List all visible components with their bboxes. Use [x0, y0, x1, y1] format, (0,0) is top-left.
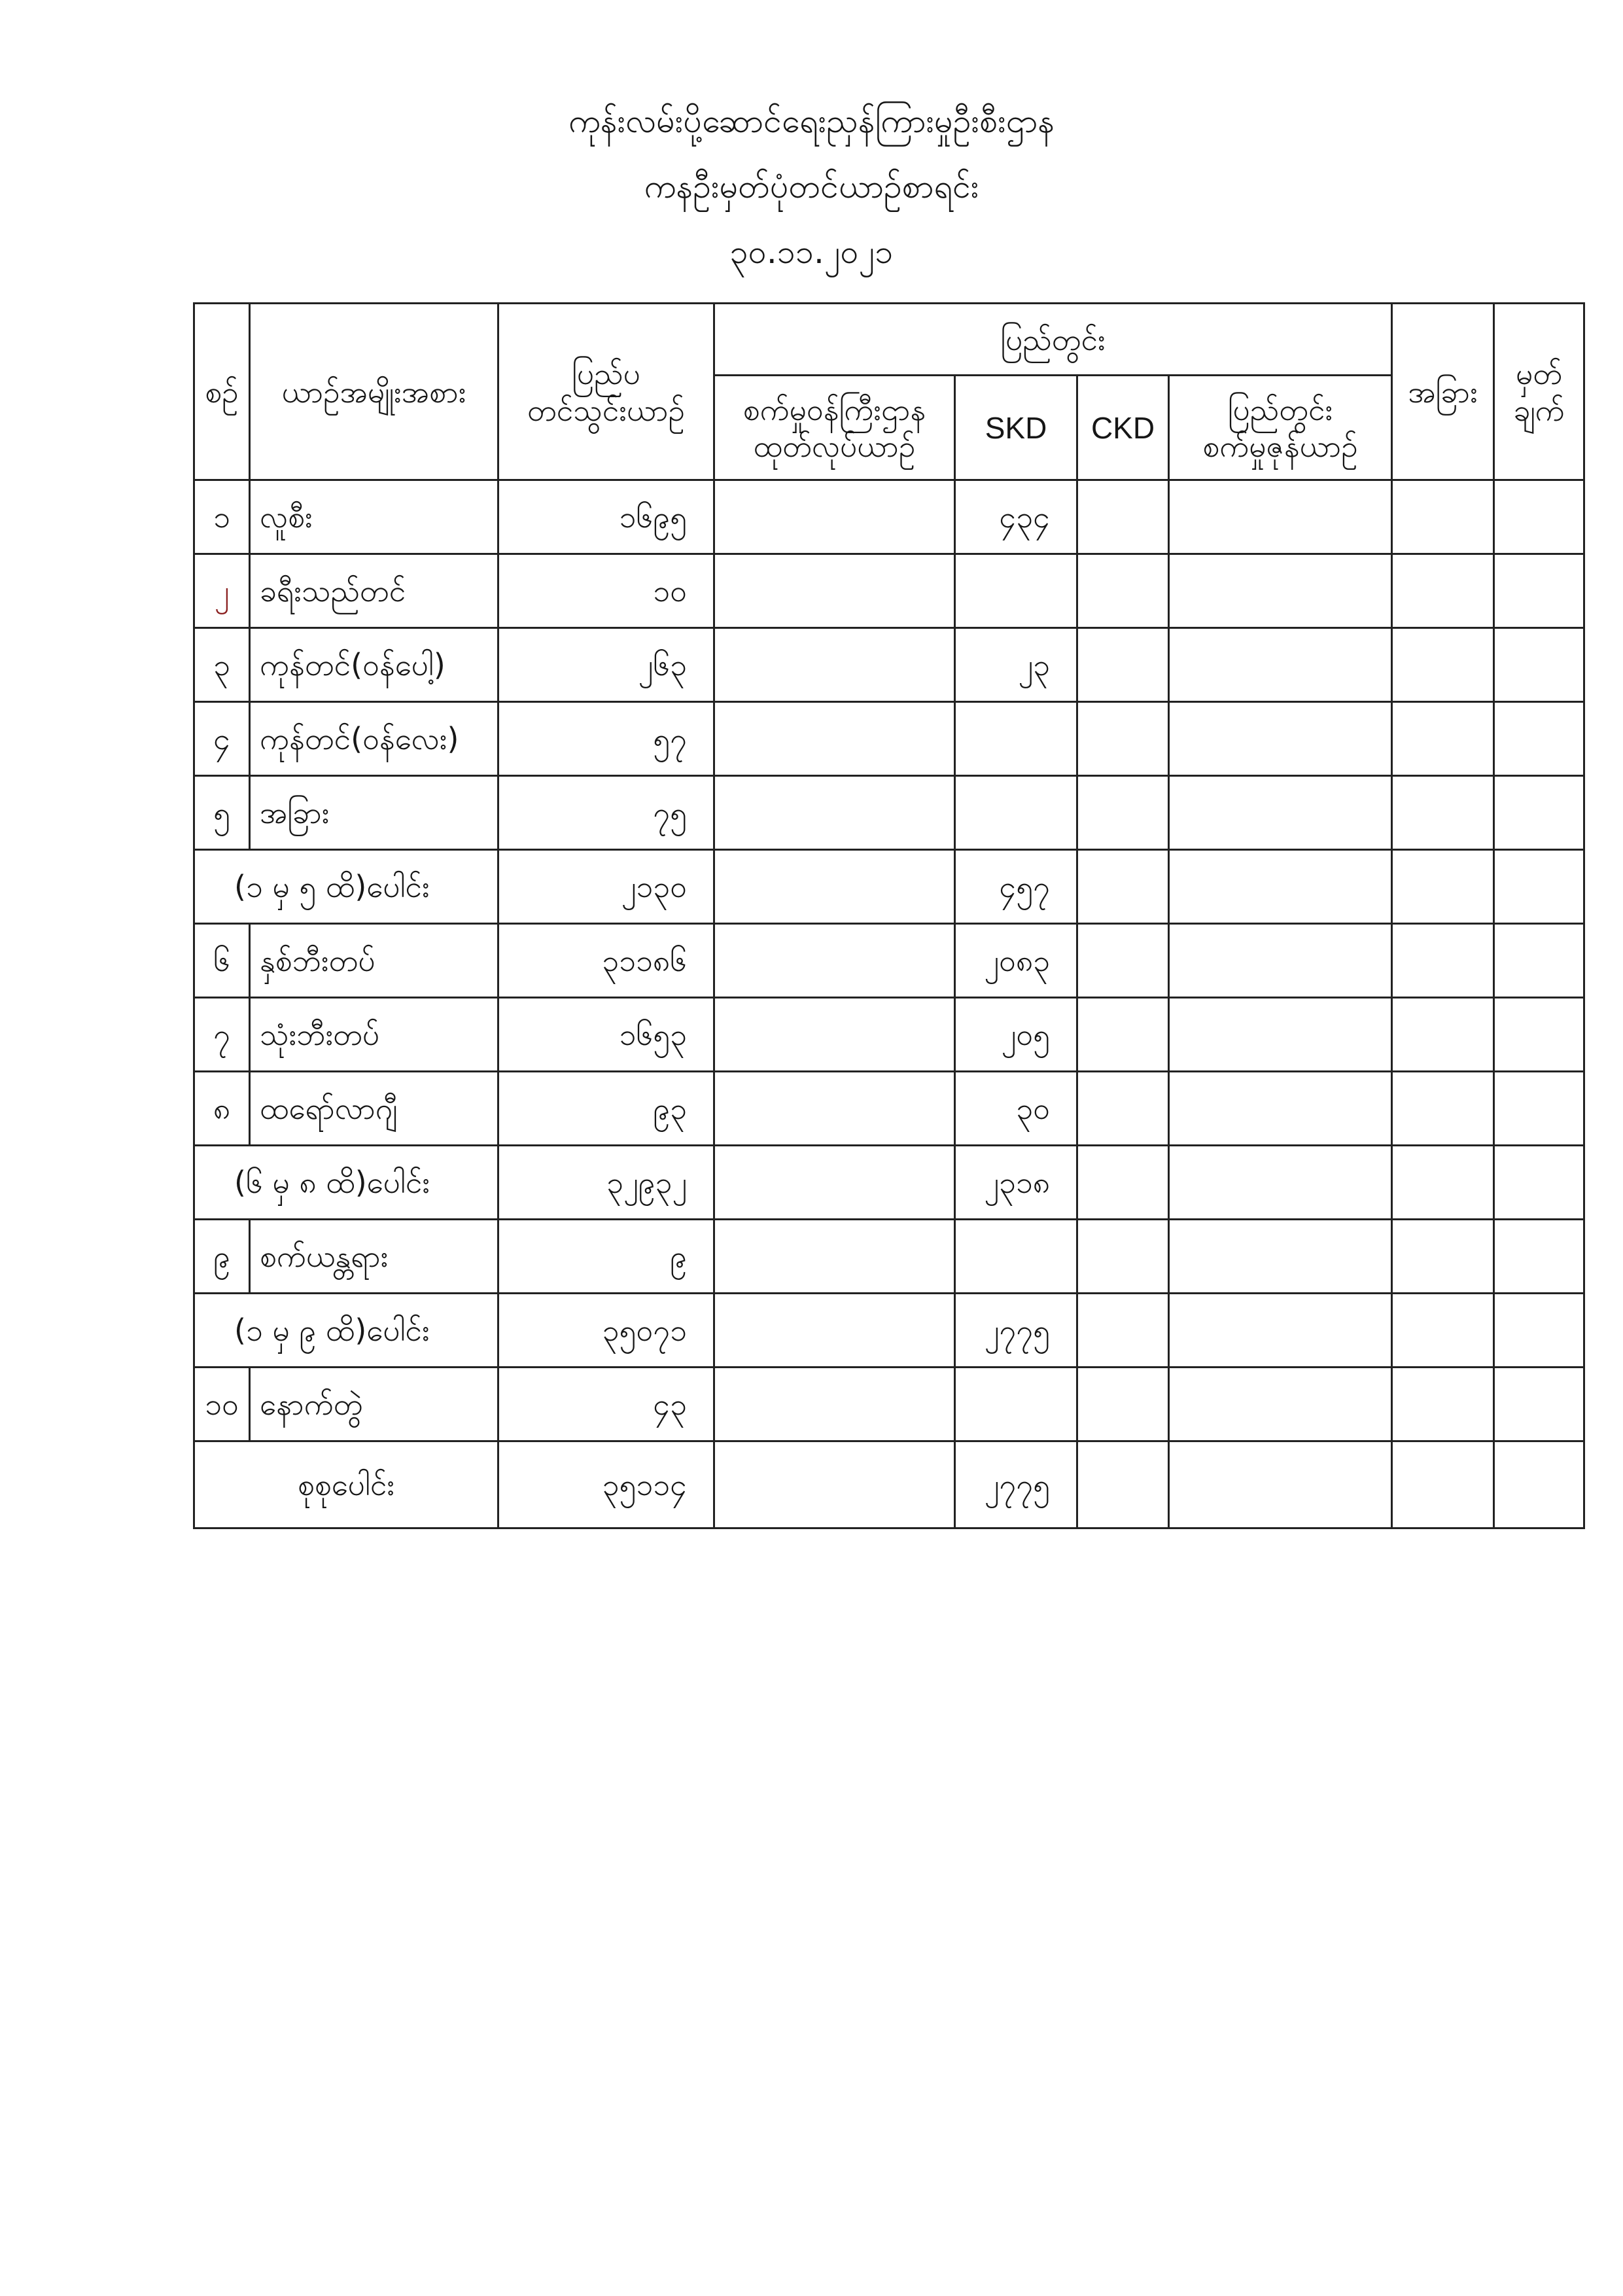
- row-number: ၁၀: [194, 1368, 250, 1441]
- row-number: ၁: [194, 480, 250, 554]
- factory-cell: [714, 924, 955, 998]
- remark-cell: [1494, 480, 1584, 554]
- ckd-cell: [1077, 1294, 1169, 1368]
- ckd-cell: [1077, 1220, 1169, 1294]
- table-row: [194, 1072, 1584, 1146]
- local-assembly-cell: [1169, 628, 1392, 702]
- total-other-cell: [1392, 1441, 1494, 1528]
- remark-cell: [1494, 1146, 1584, 1220]
- local-assembly-cell: [1169, 1072, 1392, 1146]
- col-header-no: စဉ်: [194, 304, 250, 480]
- imported-cell: ၃၁၁၈၆: [498, 924, 714, 998]
- table-row: [194, 1368, 1584, 1441]
- remark-cell: [1494, 702, 1584, 776]
- factory-cell: [714, 702, 955, 776]
- factory-cell: [714, 480, 955, 554]
- row-number: ၃: [194, 628, 250, 702]
- imported-cell: ၉၃: [498, 1072, 714, 1146]
- other-cell: [1392, 924, 1494, 998]
- vehicle-type-cell: အခြား: [250, 776, 498, 850]
- remark-cell: [1494, 1072, 1584, 1146]
- vehicle-type-cell: ကုန်တင်(ဝန်ပေါ့): [250, 628, 498, 702]
- vehicle-type-cell: နောက်တွဲ: [250, 1368, 498, 1441]
- subtotal-label: (၁ မှ ၅ ထိ)ပေါင်း: [194, 850, 498, 924]
- other-cell: [1392, 628, 1494, 702]
- col-header-factory: [714, 376, 955, 480]
- remark-cell: [1494, 1368, 1584, 1441]
- ckd-cell: [1077, 1072, 1169, 1146]
- col-header-local-assembly: [1169, 376, 1392, 480]
- ckd-cell: [1077, 924, 1169, 998]
- factory-cell: [714, 1368, 955, 1441]
- imported-cell: ၃၂၉၃၂: [498, 1146, 714, 1220]
- row-number: ၂: [194, 554, 250, 628]
- imported-cell: ၂၆၃: [498, 628, 714, 702]
- report-date: ၃၀.၁၁.၂၀၂၁: [729, 233, 894, 271]
- skd-cell: [955, 702, 1077, 776]
- remark-cell: [1494, 776, 1584, 850]
- skd-cell: ၂၃၁၈: [955, 1146, 1077, 1220]
- row-number: ၇: [194, 998, 250, 1072]
- ckd-cell: [1077, 1146, 1169, 1220]
- grand-total-row: [194, 1441, 1584, 1528]
- total-ckd-cell: [1077, 1441, 1169, 1528]
- col-header-other: အခြား: [1392, 304, 1494, 480]
- skd-cell: [955, 1220, 1077, 1294]
- col-header-vehicle-type: ယာဉ်အမျိုးအစား: [250, 304, 498, 480]
- subtotal-label: (၆ မှ ၈ ထိ)ပေါင်း: [194, 1146, 498, 1220]
- vehicle-type-cell: လူစီး: [250, 480, 498, 554]
- local-assembly-cell: [1169, 1146, 1392, 1220]
- imported-cell: ၂၁၃၀: [498, 850, 714, 924]
- total-skd-cell: ၂၇၇၅: [955, 1441, 1077, 1528]
- subtotal-row: [194, 1294, 1584, 1368]
- vehicle-type-cell: နှစ်ဘီးတပ်: [250, 924, 498, 998]
- other-cell: [1392, 850, 1494, 924]
- table-row: [194, 924, 1584, 998]
- table-row: [194, 998, 1584, 1072]
- row-number: ၆: [194, 924, 250, 998]
- ckd-cell: [1077, 628, 1169, 702]
- factory-cell: [714, 554, 955, 628]
- document-title: ကုန်းလမ်းပို့ဆောင်ရေးညှန်ကြားမှုဦးစီးဌာန: [568, 102, 1055, 140]
- col-header-factory-text: စက်မှုဝန်ကြီးဌာန ထုတ်လုပ်ယာဉ်: [742, 391, 926, 464]
- skd-cell: [955, 554, 1077, 628]
- imported-cell: ၁၆၉၅: [498, 480, 714, 554]
- remark-cell: [1494, 998, 1584, 1072]
- col-header-remark-text: မှတ် ချက်: [1513, 355, 1565, 428]
- local-assembly-cell: [1169, 776, 1392, 850]
- row-number: ၄: [194, 702, 250, 776]
- other-cell: [1392, 1294, 1494, 1368]
- ckd-cell: [1077, 1368, 1169, 1441]
- total-remark-cell: [1494, 1441, 1584, 1528]
- ckd-cell: [1077, 554, 1169, 628]
- table-row: [194, 776, 1584, 850]
- imported-cell: ၄၃: [498, 1368, 714, 1441]
- total-imported-cell: ၃၅၁၁၄: [498, 1441, 714, 1528]
- local-assembly-cell: [1169, 1220, 1392, 1294]
- other-cell: [1392, 554, 1494, 628]
- imported-cell: ၇၅: [498, 776, 714, 850]
- col-header-skd: SKD: [955, 376, 1077, 480]
- table-row: [194, 628, 1584, 702]
- factory-cell: [714, 998, 955, 1072]
- ckd-cell: [1077, 998, 1169, 1072]
- skd-cell: ၂၃: [955, 628, 1077, 702]
- factory-cell: [714, 1294, 955, 1368]
- ckd-cell: [1077, 702, 1169, 776]
- local-assembly-cell: [1169, 480, 1392, 554]
- col-header-ckd: CKD: [1077, 376, 1169, 480]
- local-assembly-cell: [1169, 924, 1392, 998]
- col-header-local-assembly-text: ပြည်တွင်း စက်မှုဇုန်ယာဉ်: [1202, 391, 1358, 464]
- skd-cell: [955, 776, 1077, 850]
- table-row: [194, 1220, 1584, 1294]
- other-cell: [1392, 702, 1494, 776]
- ckd-cell: [1077, 850, 1169, 924]
- ckd-cell: [1077, 480, 1169, 554]
- document-subtitle: ကနဦးမှတ်ပုံတင်ယာဉ်စာရင်း: [644, 168, 979, 205]
- local-assembly-cell: [1169, 702, 1392, 776]
- factory-cell: [714, 776, 955, 850]
- imported-cell: ၁၆၅၃: [498, 998, 714, 1072]
- other-cell: [1392, 776, 1494, 850]
- col-header-imported-text: ပြည်ပ တင်သွင်းယာဉ်: [527, 355, 686, 428]
- vehicle-type-cell: ခရီးသည်တင်: [250, 554, 498, 628]
- remark-cell: [1494, 924, 1584, 998]
- vehicle-registration-table: [193, 302, 1585, 1529]
- subtotal-row: [194, 1146, 1584, 1220]
- remark-cell: [1494, 850, 1584, 924]
- skd-cell: ၂၇၇၅: [955, 1294, 1077, 1368]
- local-assembly-cell: [1169, 998, 1392, 1072]
- imported-cell: ၉: [498, 1220, 714, 1294]
- row-number: ၈: [194, 1072, 250, 1146]
- other-cell: [1392, 1072, 1494, 1146]
- remark-cell: [1494, 554, 1584, 628]
- other-cell: [1392, 998, 1494, 1072]
- vehicle-type-cell: စက်ယန္တရား: [250, 1220, 498, 1294]
- factory-cell: [714, 628, 955, 702]
- col-header-remark: [1494, 304, 1584, 480]
- imported-cell: ၅၇: [498, 702, 714, 776]
- col-header-domestic-group: ပြည်တွင်း: [714, 304, 1392, 376]
- vehicle-type-cell: သုံးဘီးတပ်: [250, 998, 498, 1072]
- imported-cell: ၁၀: [498, 554, 714, 628]
- table-row: [194, 554, 1584, 628]
- vehicle-type-cell: ကုန်တင်(ဝန်လေး): [250, 702, 498, 776]
- grand-total-label: စုစုပေါင်း: [194, 1441, 498, 1528]
- remark-cell: [1494, 1220, 1584, 1294]
- table-row: [194, 480, 1584, 554]
- skd-cell: ၄၅၇: [955, 850, 1077, 924]
- total-local-assembly-cell: [1169, 1441, 1392, 1528]
- factory-cell: [714, 1072, 955, 1146]
- skd-cell: ၂၀၈၃: [955, 924, 1077, 998]
- local-assembly-cell: [1169, 1294, 1392, 1368]
- row-number: ၉: [194, 1220, 250, 1294]
- table-row: [194, 702, 1584, 776]
- imported-cell: ၃၅၀၇၁: [498, 1294, 714, 1368]
- subtotal-row: [194, 850, 1584, 924]
- skd-cell: ၂၀၅: [955, 998, 1077, 1072]
- row-number: ၅: [194, 776, 250, 850]
- other-cell: [1392, 1146, 1494, 1220]
- other-cell: [1392, 480, 1494, 554]
- total-factory-cell: [714, 1441, 955, 1528]
- factory-cell: [714, 850, 955, 924]
- skd-cell: ၃၀: [955, 1072, 1077, 1146]
- remark-cell: [1494, 1294, 1584, 1368]
- col-header-imported: [498, 304, 714, 480]
- skd-cell: [955, 1368, 1077, 1441]
- ckd-cell: [1077, 776, 1169, 850]
- subtotal-label: (၁ မှ ၉ ထိ)ပေါင်း: [194, 1294, 498, 1368]
- other-cell: [1392, 1220, 1494, 1294]
- local-assembly-cell: [1169, 1368, 1392, 1441]
- local-assembly-cell: [1169, 850, 1392, 924]
- factory-cell: [714, 1146, 955, 1220]
- local-assembly-cell: [1169, 554, 1392, 628]
- other-cell: [1392, 1368, 1494, 1441]
- remark-cell: [1494, 628, 1584, 702]
- skd-cell: ၄၃၄: [955, 480, 1077, 554]
- vehicle-type-cell: ထရော်လာဂျီ: [250, 1072, 498, 1146]
- factory-cell: [714, 1220, 955, 1294]
